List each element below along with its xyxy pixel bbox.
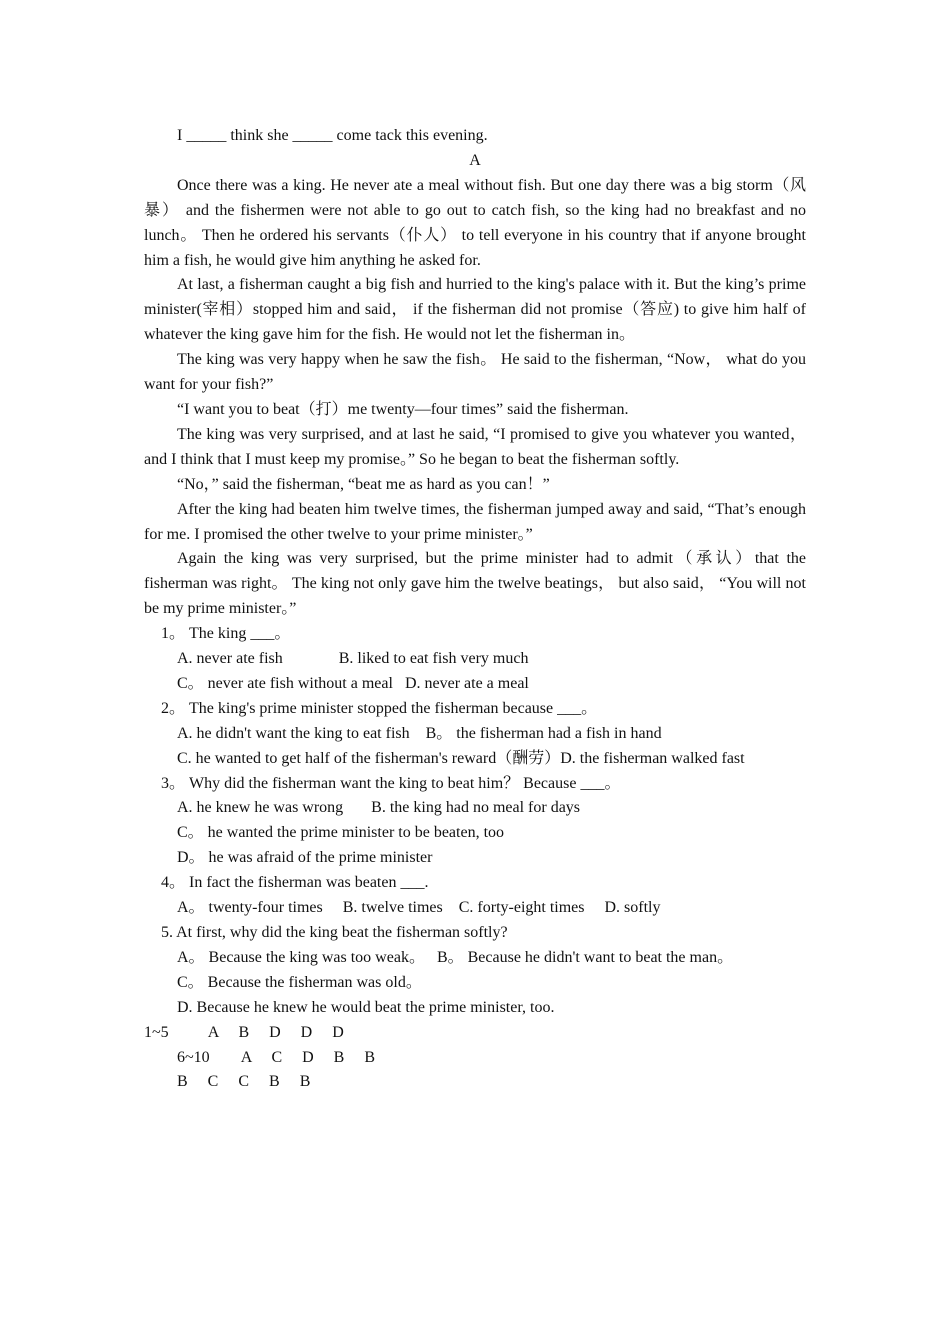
paragraph: The king was very happy when he saw the fish。 He said to the fisherman, “Now， what do you want for your fish?”: [144, 351, 806, 394]
paragraph: “I want you to beat（打）me twenty—four times” said the fisherman.: [177, 400, 629, 418]
question-option: A. never ate fish B. liked to eat fish very much: [177, 650, 529, 668]
answer-key-line: 6~10 A C D B B: [177, 1048, 376, 1066]
question-stem: 5. At first, why did the king beat the fisherman softly?: [161, 924, 508, 941]
question-option: C. he wanted to get half of the fisherman's reward（酬劳）D. the fisherman walked fast: [177, 749, 745, 767]
question-option: D。 he was afraid of the prime minister: [177, 849, 433, 867]
question-stem: 4。 In fact the fisherman was beaten ___.: [161, 874, 429, 892]
question-option: C。 never ate fish without a meal D. never ate a meal: [177, 674, 529, 692]
paragraph: At last, a fisherman caught a big fish and hurried to the king's palace with it. But the king’s prime minister(宰相）stopped him and said， if the fisherman did not promise（答应) to give him half of whatever the king gave him for the fish. He would not let the fisherman in。: [144, 276, 806, 344]
document-page: [144, 124, 806, 1095]
question-stem: 3。 Why did the fisherman want the king to beat him？ Because ___。: [161, 774, 621, 792]
question-option: C。 he wanted the prime minister to be beaten, too: [177, 824, 505, 842]
paragraph: The king was very surprised, and at last he said, “I promised to give you whatever you wanted， and I think that I must keep my promise。” So he began to beat the fisherman softly.: [144, 425, 806, 468]
answer-key-line: B C C B B: [177, 1073, 311, 1091]
question-option: D. Because he knew he would beat the prime minister, too.: [177, 998, 555, 1016]
question-stem: 2。 The king's prime minister stopped the fisherman because ___。: [161, 699, 598, 717]
paragraph: Once there was a king. He never ate a meal without fish. But one day there was a big storm（风暴） and the fishermen were not able to go out to catch fish, so the king had no breakfast and no lunch。 Then he ordered his servants（仆人） to tell everyone in his country that if anyone brought him a fish, he would give him anything he asked for.: [144, 176, 806, 269]
question-option: C。 Because the fisherman was old。: [177, 973, 422, 991]
passage-title: A: [469, 151, 481, 169]
question-stem: 1。 The king ___。: [161, 625, 291, 643]
question-option: A. he didn't want the king to eat fish B。 the fisherman had a fish in hand: [177, 724, 662, 742]
paragraph: Again the king was very surprised, but the prime minister had to admit（承认）that the fisherman was right。 The king not only gave him the twelve beatings， but also said， “You will not be my prime minister。”: [144, 550, 806, 618]
paragraph: “No，” said the fisherman, “beat me as hard as you can！”: [177, 475, 550, 493]
intro-line: I _____ think she _____ come tack this evening.: [177, 127, 488, 144]
paragraph: After the king had beaten him twelve times, the fisherman jumped away and said, “That’s enough for me. I promised the other twelve to your prime minister。”: [144, 500, 806, 543]
answer-key-line: 1~5 A B D D D: [144, 1023, 344, 1041]
question-option: A。 Because the king was too weak。 B。 Because he didn't want to beat the man。: [177, 948, 734, 966]
question-option: A。 twenty-four times B. twelve times C. forty-eight times D. softly: [177, 899, 661, 917]
question-option: A. he knew he was wrong B. the king had no meal for days: [177, 799, 581, 817]
